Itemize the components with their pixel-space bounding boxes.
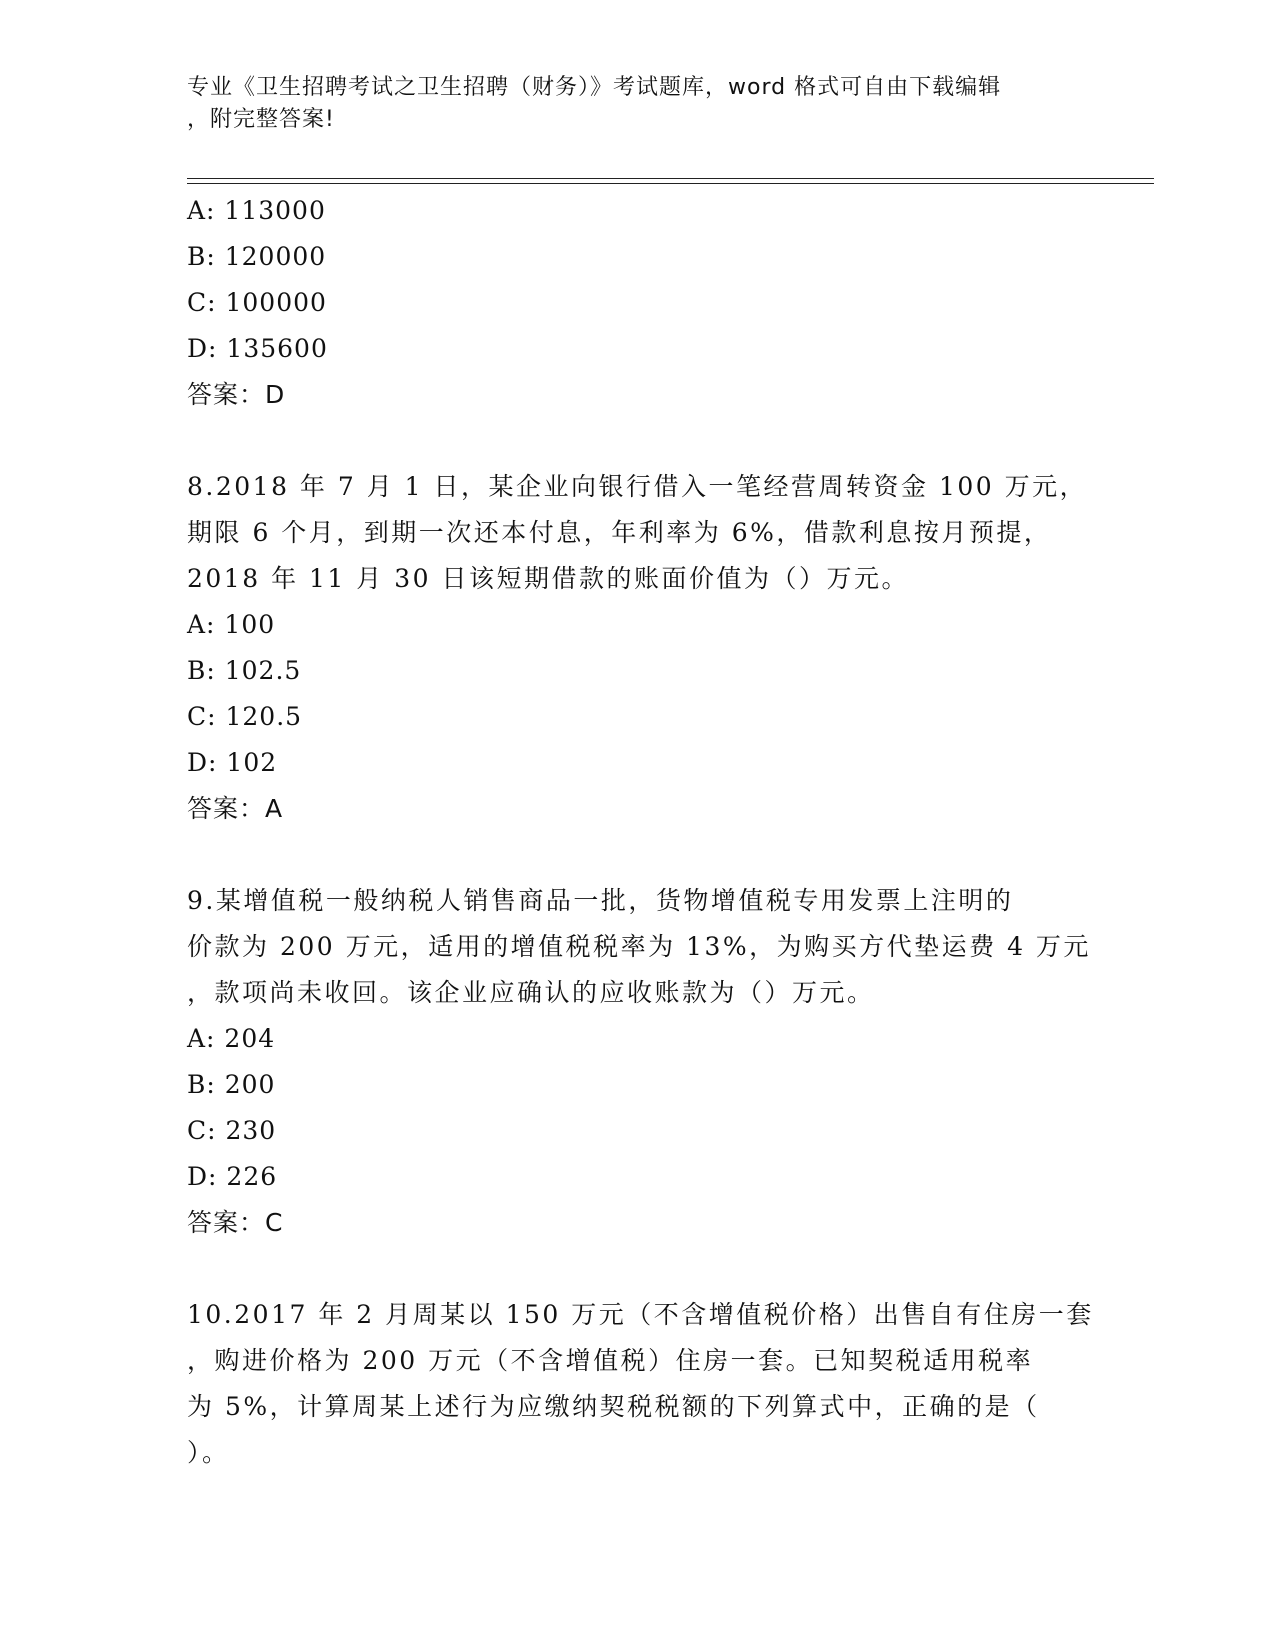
question-text-line: 9.某增值税一般纳税人销售商品一批，货物增值税专用发票上注明的	[187, 886, 1014, 915]
question-text-line: ）。	[187, 1438, 230, 1467]
question-text-line: 期限 6 个月，到期一次还本付息，年利率为 6%，借款利息按月预提，	[187, 518, 1052, 547]
option-a: A: 204	[187, 1024, 276, 1053]
question-text-line: 价款为 200 万元，适用的增值税税率为 13%，为购买方代垫运费 4 万元	[187, 932, 1091, 961]
option-d: D: 135600	[187, 334, 328, 363]
option-b: B: 120000	[187, 242, 327, 271]
option-b: B: 102.5	[187, 656, 302, 685]
header-line-2: ，附完整答案!	[187, 107, 335, 132]
question-8	[187, 464, 1087, 832]
option-c: C: 230	[187, 1116, 277, 1145]
answer: 答案：D	[187, 380, 286, 409]
answer: 答案：C	[187, 1208, 284, 1237]
question-text-line: 为 5%，计算周某上述行为应缴纳契税税额的下列算式中，正确的是（	[187, 1392, 1040, 1421]
header-line-1: 专业《卫生招聘考试之卫生招聘（财务）》考试题库，word 格式可自由下载编辑	[187, 75, 1002, 100]
option-a: A: 113000	[187, 196, 326, 225]
question-text-line: ，购进价格为 200 万元（不含增值税）住房一套。已知契税适用税率	[187, 1346, 1034, 1375]
option-b: B: 200	[187, 1070, 276, 1099]
option-c: C: 100000	[187, 288, 327, 317]
option-c: C: 120.5	[187, 702, 303, 731]
question-text-line: 10.2017 年 2 月周某以 150 万元（不含增值税价格）出售自有住房一套	[187, 1300, 1094, 1329]
option-d: D: 102	[187, 748, 278, 777]
document-body	[187, 188, 1094, 1476]
document-header	[187, 72, 1067, 136]
header-divider-bottom	[187, 183, 1154, 184]
header-divider-top	[187, 178, 1154, 179]
answer: 答案：A	[187, 794, 284, 823]
option-a: A: 100	[187, 610, 276, 639]
question-10	[187, 1292, 1094, 1476]
question-text-line: ，款项尚未收回。该企业应确认的应收账款为（）万元。	[187, 978, 875, 1007]
option-d: D: 226	[187, 1162, 278, 1191]
question-7-options	[187, 188, 1087, 418]
question-text-line: 2018 年 11 月 30 日该短期借款的账面价值为（）万元。	[187, 564, 909, 593]
question-text-line: 8.2018 年 7 月 1 日，某企业向银行借入一笔经营周转资金 100 万元，	[187, 472, 1088, 501]
question-9	[187, 878, 1091, 1246]
